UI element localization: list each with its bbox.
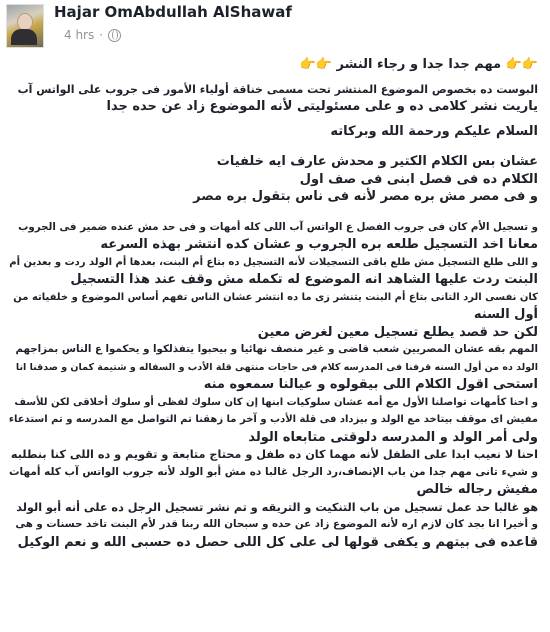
post-line: و فى مصر مش بره مصر لأنه فى ناس بتقول بره مصر <box>193 189 538 204</box>
avatar-clothing <box>11 29 37 45</box>
post-line: لكن حد قصد يطلع تسجيل معين لغرض معين <box>257 324 538 340</box>
author-name[interactable]: Hajar OmAbdullah AlShawaf <box>54 3 292 21</box>
post-line: الولد ده من أول السنه قرفنا فى المدرسه كلام فى حاجات منتهى قلة الأدب و السفاله و شتيمة كمان و صدقنا انا <box>15 361 538 373</box>
post-line: البوست ده بخصوص الموضوع المنتشر تحت مسمى خناقة أولياء الأمور فى جروب على الواتس آب <box>17 82 538 96</box>
post-line: احنا لا نعيب ابدا على الطفل لأنه مهما كان ده طفل و محتاج متابعة و تقويم و ده اللى كنا بنطلبه <box>10 448 538 461</box>
post-line: مفيش رجاله خالص <box>416 482 538 497</box>
author-avatar[interactable] <box>6 4 44 48</box>
globe-icon[interactable] <box>108 29 121 42</box>
post-line: استحى اقول الكلام اللى بيقولوه و عيالنا سمعوه منه <box>203 377 538 392</box>
post-line: 👉👉 مهم جدا جدا و رجاء النشر 👉👉 <box>299 57 538 72</box>
paragraph-gap <box>8 116 538 123</box>
paragraph-gap <box>8 74 538 81</box>
post-line: مفيش اى موقف بيتاخد مع الولد و بيزداد فى قلة الأدب و آخر ما زهقنا تم التواصل مع المدرسه و تم استدعاء <box>8 414 538 425</box>
post-line: هو غالبا حد عمل تسجيل من باب التنكيت و التريقه و تم نشر تسجيل الرجل ده على أنه أبو الولد <box>16 500 538 514</box>
post-body <box>8 56 538 551</box>
post-line: و أخيرا انا بجد كان لازم اره لأنه الموضوع زاد عن حده و سبحان الله ربنا قدر لأم البنت تاخد حسنات و هى <box>15 518 538 530</box>
post-time[interactable]: 4 hrs <box>64 28 95 42</box>
post-line: و اللى طلع التسجيل مش طلع باقى التسجيلات لأنه التسجيل ده بتاع أم البنت، بعدها أم الولد ردت و بعدين أم <box>9 256 538 268</box>
paragraph-gap <box>8 140 538 153</box>
post-line: الكلام ده فى فصل ابنى فى صف اول <box>299 171 538 187</box>
post-line: أول السنه <box>473 307 538 322</box>
post-header <box>0 0 550 56</box>
post-line: المهم بقه عشان المصريين شعب قاضى و غير منصف نهائيا و بيحبوا يتفذلكوا و يحكموا ع الناس بمزاجهم <box>15 343 538 355</box>
paragraph-gap <box>8 206 538 219</box>
post-line: معانا اخد التسجيل طلعه بره الجروب و عشان كده انتشر بهذه السرعه <box>100 237 538 252</box>
post-line: و تسجيل الأم كان فى جروب الفصل ع الواتس آب اللى كله أمهات و فى حد مش عنده ضمير فى الجروب <box>18 220 538 233</box>
post-line: السلام عليكم ورحمة الله وبركاته <box>330 123 538 139</box>
post-line: قاعده فى بيتهم و يكفى قولها لى على كل اللى حصل ده حسبى الله و نعم الوكيل <box>17 534 538 550</box>
post-line: ياريت نشر كلامى ده و على مسئوليتى لأنه الموضوع زاد عن حده جدا <box>106 99 538 114</box>
meta-separator: · <box>99 28 104 42</box>
post-line: كان نفسى الرد التانى بتاع أم البنت يتنشر زى ما ده انتشر عشان الناس تفهم أساس الموضوع و خلفياته من <box>13 291 538 303</box>
post-line: و شيء تانى مهم جدا من باب الإنصاف،رد الرجل غالبا ده مش أبو الولد لأنه جروب الواتس آب كله أمهات <box>8 465 538 478</box>
post-line: البنت ردت عليها الشاهد انه الموضوع له تكمله مش وقف عند هذا التسجيل <box>70 272 538 287</box>
post-meta <box>64 28 121 42</box>
post-line: ولى أمر الولد و المدرسه دلوقتى متابعاه الولد <box>248 429 538 445</box>
post-line: عشان بس الكلام الكتير و محدش عارف ايه خلفيات <box>216 154 538 169</box>
post-line: و احنا كأمهات تواصلنا الأول مع أمه عشان سلوكيات ابنها إن كان سلوك لفظى أو سلوك أخلاقى لكن للأسف <box>14 396 538 408</box>
